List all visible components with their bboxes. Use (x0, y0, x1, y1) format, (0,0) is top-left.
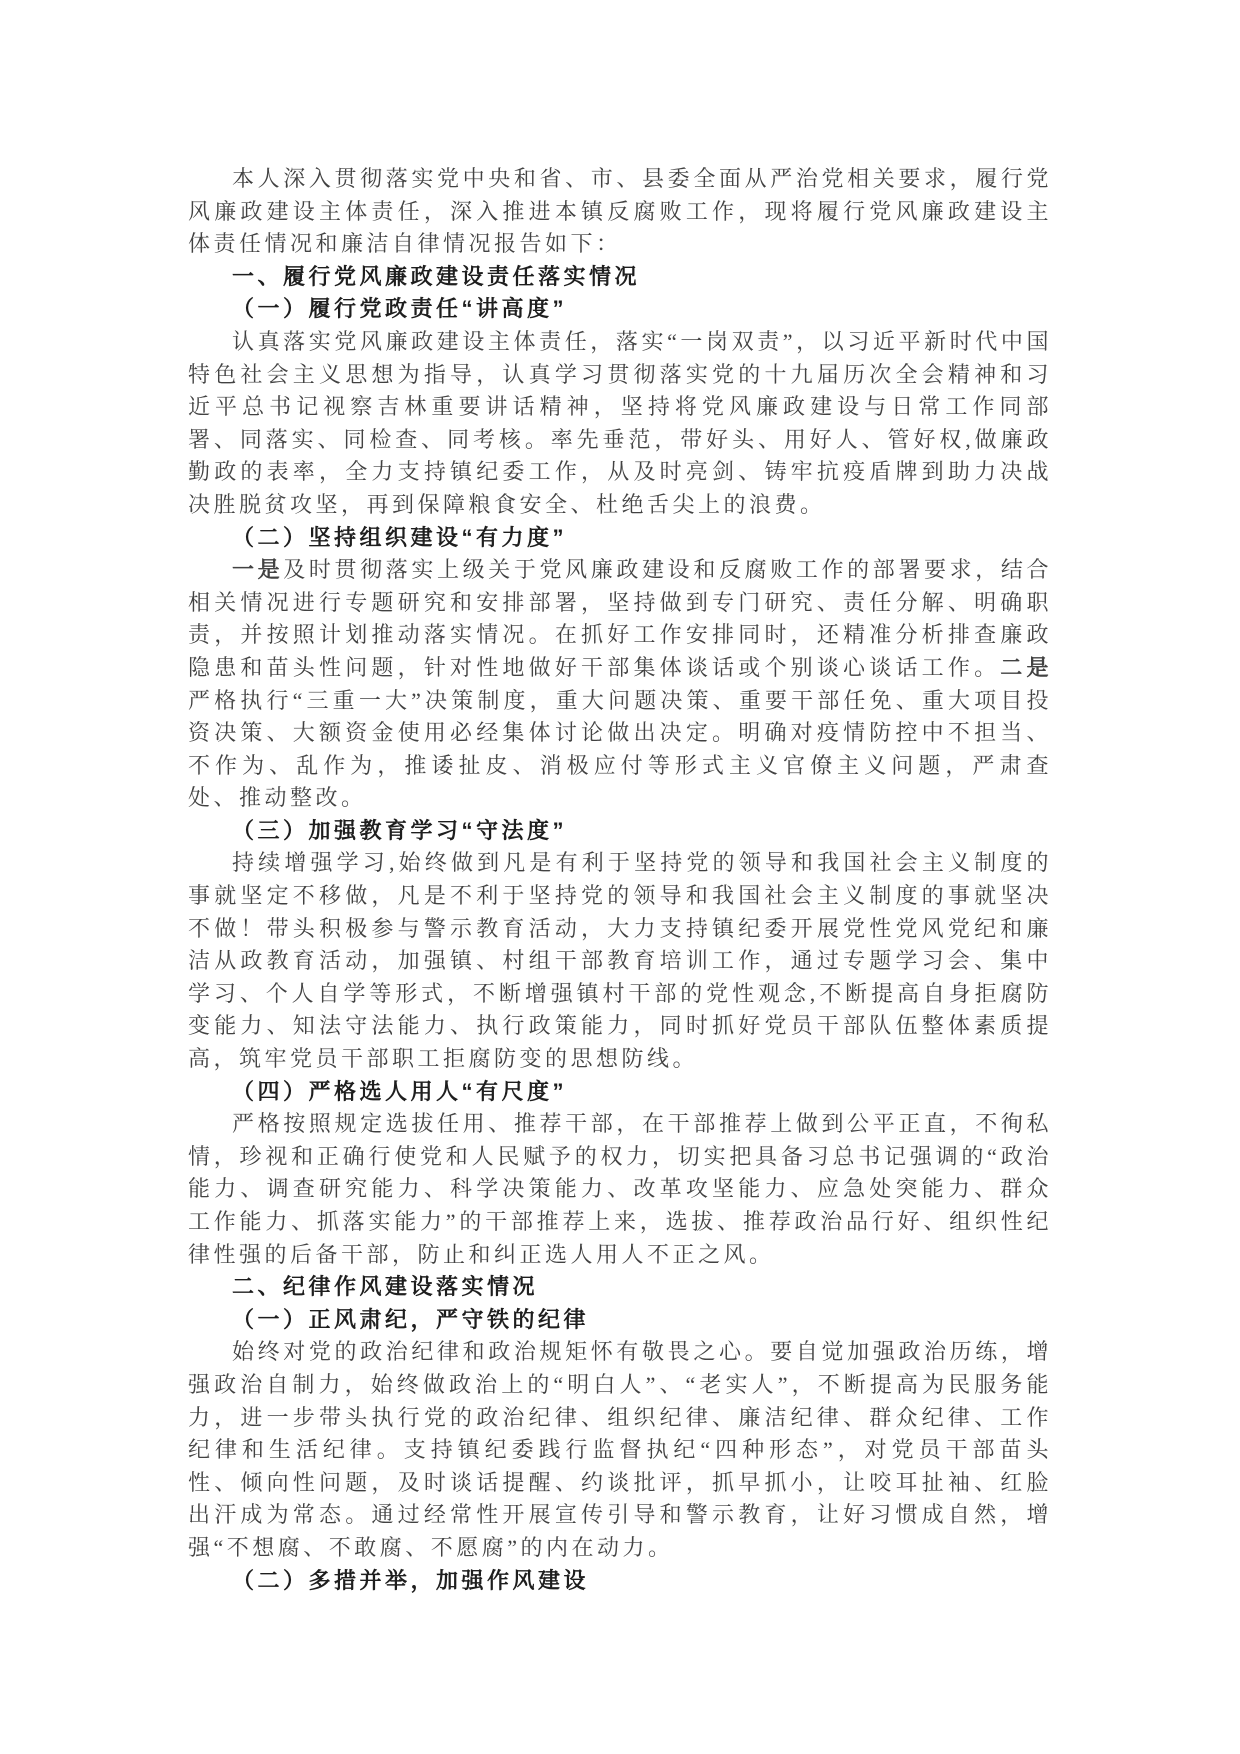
body-paragraph (188, 163, 1052, 261)
text-run: 严格执行“三重一大”决策制度，重大问题决策、重要干部任免、重大项目投资决策、大额资金使用必经集体讨论做出决定。明确对疫情防控中不担当、不作为、乱作为，推诿扯皮、消极应付等形式主义官僚主义问题，严肃查处、推动整改。 (188, 687, 1052, 811)
text-run: （四）严格选人用人“有尺度” (232, 1078, 568, 1104)
section-heading (188, 815, 1052, 848)
text-run: （二）坚持组织建设“有力度” (232, 524, 568, 550)
body-paragraph (188, 554, 1052, 815)
document-content (188, 163, 1052, 1597)
body-paragraph (188, 1336, 1052, 1564)
text-run: 严格按照规定选拔任用、推荐干部，在干部推荐上做到公平正直，不徇私情，珍视和正确行使党和人民赋予的权力，切实把具备习总书记强调的“政治能力、调查研究能力、科学决策能力、改革攻坚能力、应急处突能力、群众工作能力、抓落实能力”的干部推荐上来，选拔、推荐政治品行好、组织性纪律性强的后备干部，防止和纠正选人用人不正之风。 (188, 1111, 1052, 1267)
text-run: 一、履行党风廉政建设责任落实情况 (232, 263, 641, 289)
section-heading (188, 1304, 1052, 1337)
text-run: 始终对党的政治纪律和政治规矩怀有敬畏之心。要自觉加强政治历练，增强政治自制力，始终做政治上的“明白人”、“老实人”，不断提高为民服务能力，进一步带头执行党的政治纪律、组织纪律、廉洁纪律、群众纪律、工作纪律和生活纪律。支持镇纪委践行监督执纪“四种形态”，对党员干部苗头性、倾向性问题，及时谈话提醒、约谈批评，抓早抓小，让咬耳扯袖、红脸出汗成为常态。通过经常性开展宣传引导和警示教育，让好习惯成自然，增强“不想腐、不敢腐、不愿腐”的内在动力。 (188, 1339, 1052, 1560)
text-run: （一）履行党政责任“讲高度” (232, 296, 568, 322)
section-heading (188, 293, 1052, 326)
section-heading (188, 1076, 1052, 1109)
text-run: （三）加强教育学习“守法度” (232, 817, 568, 843)
body-paragraph (188, 847, 1052, 1075)
text-run: 持续增强学习,始终做到凡是有利于坚持党的领导和我国社会主义制度的事就坚定不移做，凡是不利于坚持党的领导和我国社会主义制度的事就坚决不做！带头积极参与警示教育活动，大力支持镇纪委开展党性党风党纪和廉洁从政教育活动，加强镇、村组干部教育培训工作，通过专题学习会、集中学习、个人自学等形式，不断增强镇村干部的党性观念,不断提高自身拒腐防变能力、知法守法能力、执行政策能力，同时抓好党员干部队伍整体素质提高，筑牢党员干部职工拒腐防变的思想防线。 (188, 850, 1052, 1072)
body-paragraph (188, 1108, 1052, 1271)
text-run: （一）正风肃纪，严守铁的纪律 (232, 1306, 590, 1332)
body-paragraph (188, 326, 1052, 522)
bold-text-run: 二是 (1000, 654, 1052, 680)
text-run: 本人深入贯彻落实党中央和省、市、县委全面从严治党相关要求，履行党风廉政建设主体责任，深入推进本镇反腐败工作，现将履行党风廉政建设主体责任情况和廉洁自律情况报告如下： (188, 166, 1052, 257)
section-heading (188, 522, 1052, 555)
text-run: 二、纪律作风建设落实情况 (232, 1274, 539, 1300)
section-heading (188, 1271, 1052, 1304)
section-heading (188, 261, 1052, 294)
text-run: （二）多措并举，加强作风建设 (232, 1567, 590, 1593)
section-heading (188, 1565, 1052, 1598)
bold-text-run: 一是 (232, 557, 284, 583)
text-run: 认真落实党风廉政建设主体责任，落实“一岗双责”，以习近平新时代中国特色社会主义思想为指导，认真学习贯彻落实党的十九届历次全会精神和习近平总书记视察吉林重要讲话精神，坚持将党风廉政建设与日常工作同部署、同落实、同检查、同考核。率先垂范，带好头、用好人、管好权,做廉政勤政的表率，全力支持镇纪委工作，从及时亮剑、铸牢抗疫盾牌到助力决战决胜脱贫攻坚，再到保障粮食安全、杜绝舌尖上的浪费。 (188, 328, 1052, 517)
text-run: 及时贯彻落实上级关于党风廉政建设和反腐败工作的部署要求，结合相关情况进行专题研究和安排部署，坚持做到专门研究、责任分解、明确职责，并按照计划推动落实情况。在抓好工作安排同时，还精准分析排查廉政隐患和苗头性问题，针对性地做好干部集体谈话或个别谈心谈话工作。 (188, 557, 1052, 680)
